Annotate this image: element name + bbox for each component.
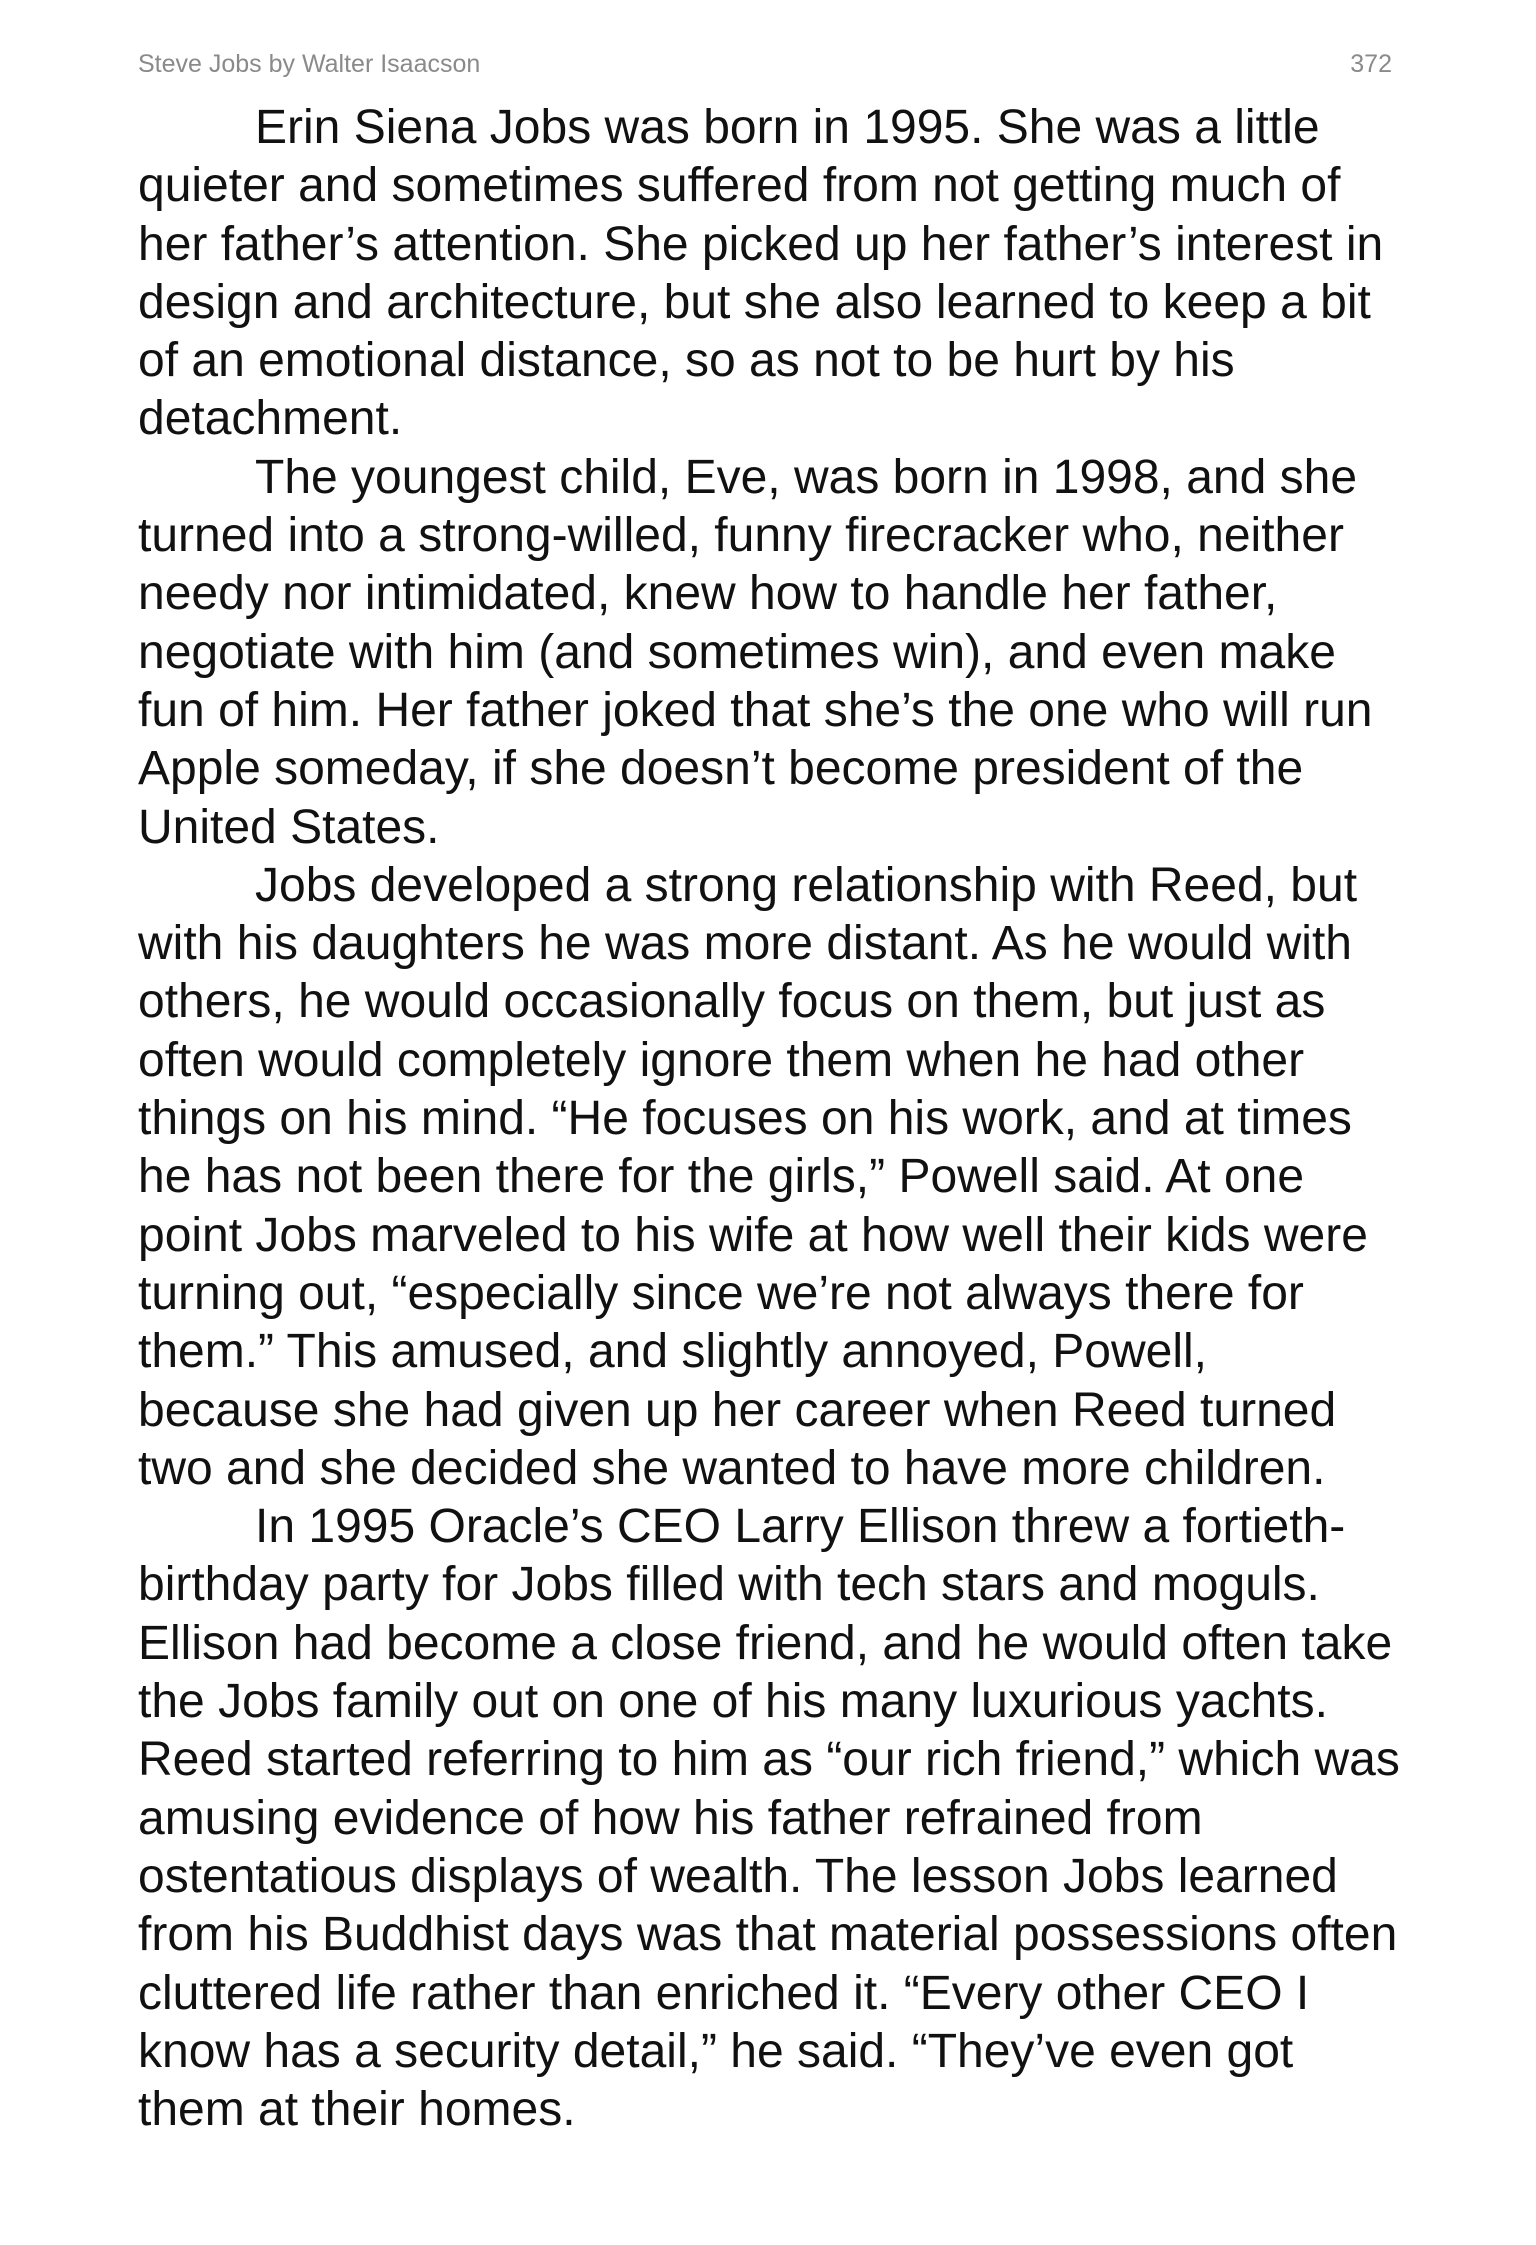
- paragraph-eve: The youngest child, Eve, was born in 1998, and she turned into a strong-willed, funny firecracker who, neither needy nor intimidated, knew how to handle her father, negotiate with him (and sometimes win), and even make fun of him. Her father joked that she’s the one who will run Apple someday, if she doesn’t become president of the United States.: [138, 450, 1373, 854]
- running-header: [138, 50, 1392, 86]
- paragraph-ellison: In 1995 Oracle’s CEO Larry Ellison threw a fortieth-birthday party for Jobs filled with tech stars and moguls. Ellison had become a close friend, and he would often take the Jobs family out on one of his many luxurious yachts. Reed started referring to him as “our rich friend,” which was amusing evidence of how his father refrained from ostentatious displays of wealth. The lesson Jobs learned from his Buddhist days was that material possessions often cluttered life rather than enriched it. “Every other CEO I know has a security detail,” he said. “They’ve even got them at their homes.: [138, 1500, 1400, 2137]
- book-title: Steve Jobs by Walter Isaacson: [138, 50, 481, 78]
- paragraph-erin: Erin Siena Jobs was born in 1995. She was a little quieter and sometimes suffered from not getting much of her father’s attention. She picked up her father’s interest in design and architecture, but she also learned to keep a bit of an emotional distance, so as not to be hurt by his detachment.: [138, 101, 1384, 446]
- body-text: [138, 99, 1400, 2139]
- paragraph-daughters: Jobs developed a strong relationship with Reed, but with his daughters he was more distant. As he would with others, he would occasionally focus on them, but just as often would completely ignore them when he had other things on his mind. “He focuses on his work, and at times he has not been there for the girls,” Powell said. At one point Jobs marveled to his wife at how well their kids were turning out, “especially since we’re not always there for them.” This amused, and slightly annoyed, Powell, because she had given up her career when Reed turned two and she decided she wanted to have more children.: [138, 858, 1368, 1495]
- page-number: 372: [1350, 50, 1392, 78]
